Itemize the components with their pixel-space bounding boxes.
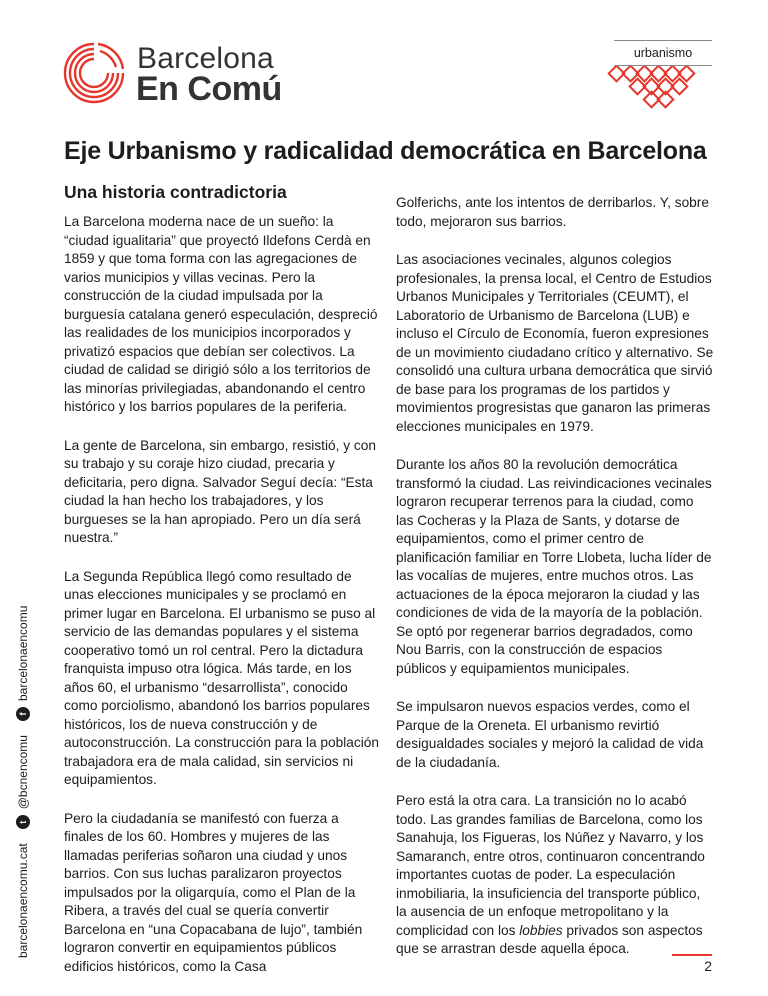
paragraph: Las asociaciones vecinales, algunos colegios profesionales, la prensa local, el Centro de Estudios Urbanos Municipales y Territoriales (CEUMT), el Laboratorio de Urbanismo de Barcelona (LUB) e incluso el Círculo de Economía, fueron expresiones de un movimiento ciudadano crítico y alternativo. Se consolidó una cultura urbana democrática que sirvió de base para los programas de los partidos y movimientos progresistas que ganaron las primeras elecciones municipales en 1979. <box>396 252 714 434</box>
text: privados son aspectos que se arrastran desde aquella época. <box>396 922 703 956</box>
twitter-handle[interactable]: @bcnencomu <box>16 735 30 810</box>
paragraph: La gente de Barcelona, sin embargo, resistió, y con su trabajo y su coraje hizo ciudad, precaria y deficitaria, pero digna. Salvador Seguí decía: “Esta ciudad la han hecho los trabajadores, y los burgueses se la han apropiado. Pero un día será nuestra.” <box>64 437 376 545</box>
paragraph: Se impulsaron nuevos espacios verdes, como el Parque de la Oreneta. El urbanismo revirtió desigualdades sociales y mejoró la calidad de vida de la ciudadanía. <box>396 699 704 770</box>
page-number-box <box>672 954 712 976</box>
twitter-icon: t <box>16 815 30 829</box>
paragraph: La Barcelona moderna nace de un sueño: la “ciudad igualitaria” que proyectó Ildefons Cerdà en 1859 y que toma forma con las agregaciones de varios municipios y villas vecinas. Pero la construcción de la ciudad impulsada por la burguesía catalana generó especulación, despreció las realidades de los municipios incorporados y privatizó espacios que debían ser colectivos. La ciudad de calidad se dirigió sólo a los territorios de las minorías privilegiadas, abandonando el centro histórico y los barrios populares de la periferia. <box>64 214 378 414</box>
paragraph: Durante los años 80 la revolución democrática transformó la ciudad. Las reivindicaciones vecinales lograron recuperar terrenos para la ciudad, como las Cocheras y la Plaza de Sants, y dotarse de equipamientos, como el primer centro de planificación familiar en Torre Llobeta, lucha líder de las vocalías de mujeres, entre muchos otros. Las actuaciones de la época mejoraron la ciudad y las condiciones de vida de la mayoría de la población. Se optó por regenerar barrios degradados, como Nou Barris, con la construcción de espacios públicos y equipamientos municipales. <box>396 457 712 676</box>
facebook-handle[interactable]: barcelonaencomu <box>16 605 30 702</box>
section-tag-box <box>614 40 712 66</box>
section-subheading: Una historia contradictoria <box>64 182 287 202</box>
page-title: Eje Urbanismo y radicalidad democrática en Barcelona <box>64 137 707 165</box>
page-number: 2 <box>704 958 712 974</box>
emphasis: lobbies <box>519 922 563 938</box>
right-column <box>396 194 714 979</box>
paragraph: Golferichs, ante los intentos de derribarlos. Y, sobre todo, mejoraron sus barrios. <box>396 195 709 229</box>
brand-line-2: En Comú <box>136 70 282 108</box>
logo-mark-icon <box>63 42 125 104</box>
section-pattern-icon <box>606 66 716 110</box>
section-tag: urbanismo <box>633 46 693 60</box>
text: Pero está la otra cara. La transición no lo acabó todo. Las grandes familias de Barcelona, como los Sanahuja, los Figueras, los Núñez y Navarro, y los Samaranch, entre otros, continuaron concentrando importantes cuotas de poder. La especulación inmobiliaria, la insuficiencia del transporte público, la ausencia de un enfoque metropolitano y la complicidad con los <box>396 793 705 938</box>
brand-logo <box>63 40 323 120</box>
paragraph-last <box>396 792 714 959</box>
left-column <box>64 182 382 996</box>
page-number-rule <box>672 954 712 956</box>
paragraph: Pero la ciudadanía se manifestó con fuerza a finales de los 60. Hombres y mujeres de las llamadas periferias soñaron una ciudad y unos barrios. Con sus luchas paralizaron proyectos impulsados por la oligarquía, como el Plan de la Ribera, a través del cual se quería convertir Barcelona en “una Copacabana de lujo”, también lograron convertir en equipamientos públicos edificios históricos, como la Casa <box>64 810 363 974</box>
social-sidebar <box>16 606 30 958</box>
brand-line-1: Barcelona <box>137 42 274 75</box>
paragraph: La Segunda República llegó como resultado de unas elecciones municipales y se proclamó en primer lugar en Barcelona. El urbanismo se puso al servicio de las demandas populares y el sistema cooperativo tomó un rol central. Pero la dictadura franquista impuso otra lógica. Más tarde, en los años 60, el urbanismo “desarrollista”, conocido como porciolismo, abandonó los barrios populares históricos, los de nueva construcción y de autoconstrucción. La construcción para la población trabajadora era de mala calidad, sin servicios ni equipamientos. <box>64 568 380 787</box>
facebook-icon: f <box>16 707 30 721</box>
website-link[interactable]: barcelonaencomu.cat <box>16 843 30 958</box>
